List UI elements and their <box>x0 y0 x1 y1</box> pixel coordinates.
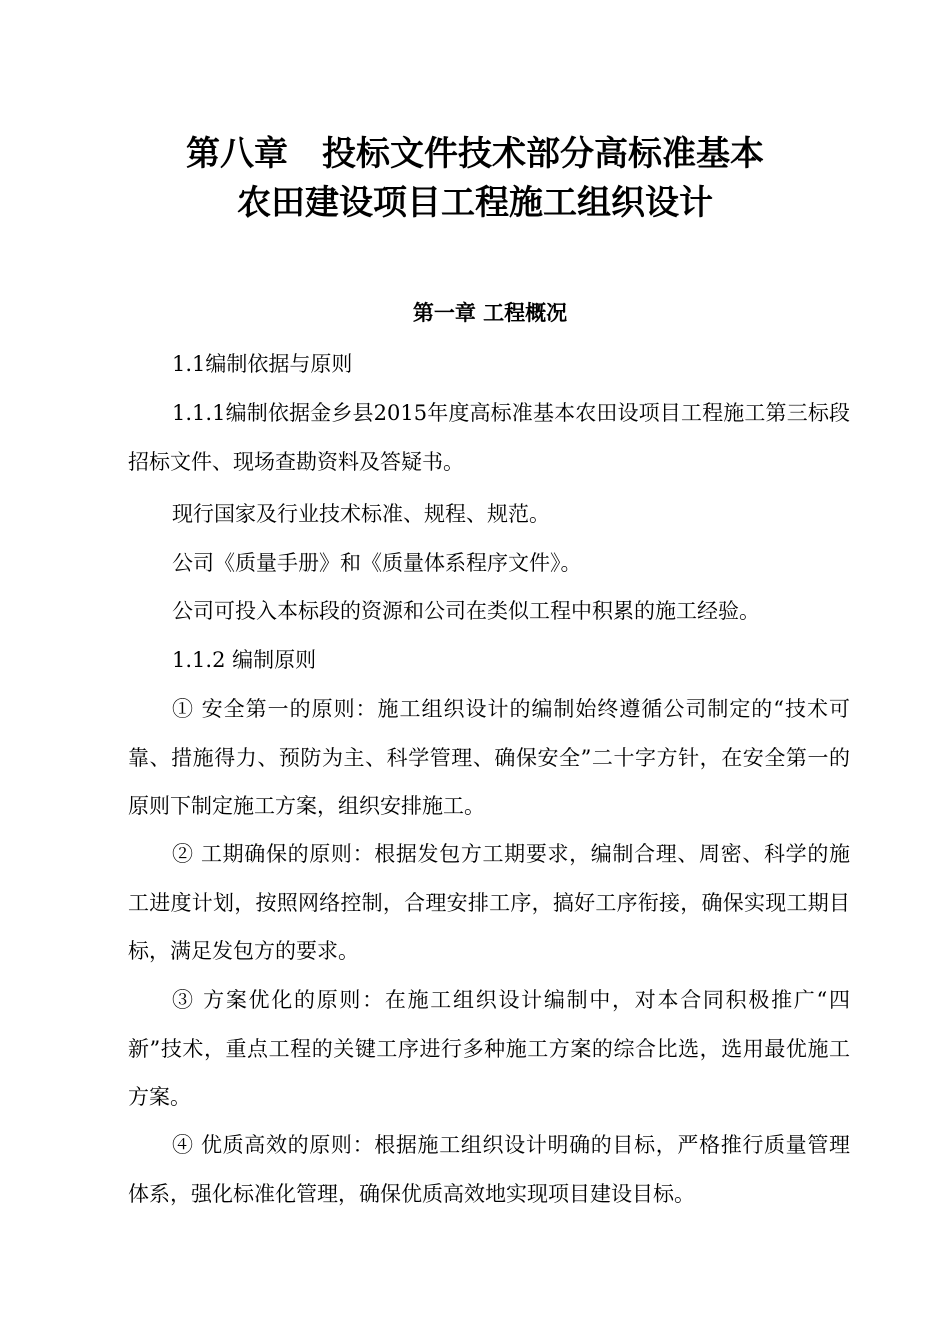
paragraph-principle-quality: ④ 优质高效的原则：根据施工组织设计明确的目标，严格推行质量管理体系，强化标准化管理，确保优质高效地实现项目建设目标。 <box>128 1133 850 1206</box>
document-title-line-2: 农田建设项目工程施工组织设计 <box>237 183 713 223</box>
paragraph-principle-safety: ① 安全第一的原则：施工组织设计的编制始终遵循公司制定的“技术可靠、措施得力、预防为主、科学管理、确保安全”二十字方针，在安全第一的原则下制定施工方案，组织安排施工。 <box>128 697 850 818</box>
paragraph-principle-schedule: ② 工期确保的原则：根据发包方工期要求，编制合理、周密、科学的施工进度计划，按照网络控制，合理安排工序，搞好工序衔接，确保实现工期目标，满足发包方的要求。 <box>128 842 850 963</box>
paragraph-basis: 1.1.1编制依据金乡县2015年度高标准基本农田设项目工程施工第三标段招标文件、现场查勘资料及答疑书。 <box>128 401 850 474</box>
paragraph-resources: 公司可投入本标段的资源和公司在类似工程中积累的施工经验。 <box>172 599 760 623</box>
section-heading-1-1: 1.1编制依据与原则 <box>172 352 353 376</box>
chapter-heading: 第一章 工程概况 <box>412 300 568 325</box>
section-heading-1-1-2: 1.1.2 编制原则 <box>172 648 317 672</box>
paragraph-standards: 现行国家及行业技术标准、规程、规范。 <box>172 502 550 526</box>
paragraph-principle-optimization: ③ 方案优化的原则：在施工组织设计编制中，对本合同积极推广“四新”技术，重点工程的关键工序进行多种施工方案的综合比选，选用最优施工方案。 <box>128 988 850 1109</box>
document-title-line-1: 第八章 投标文件技术部分高标准基本 <box>186 134 764 174</box>
paragraph-quality-manual: 公司《质量手册》和《质量体系程序文件》。 <box>172 551 582 575</box>
